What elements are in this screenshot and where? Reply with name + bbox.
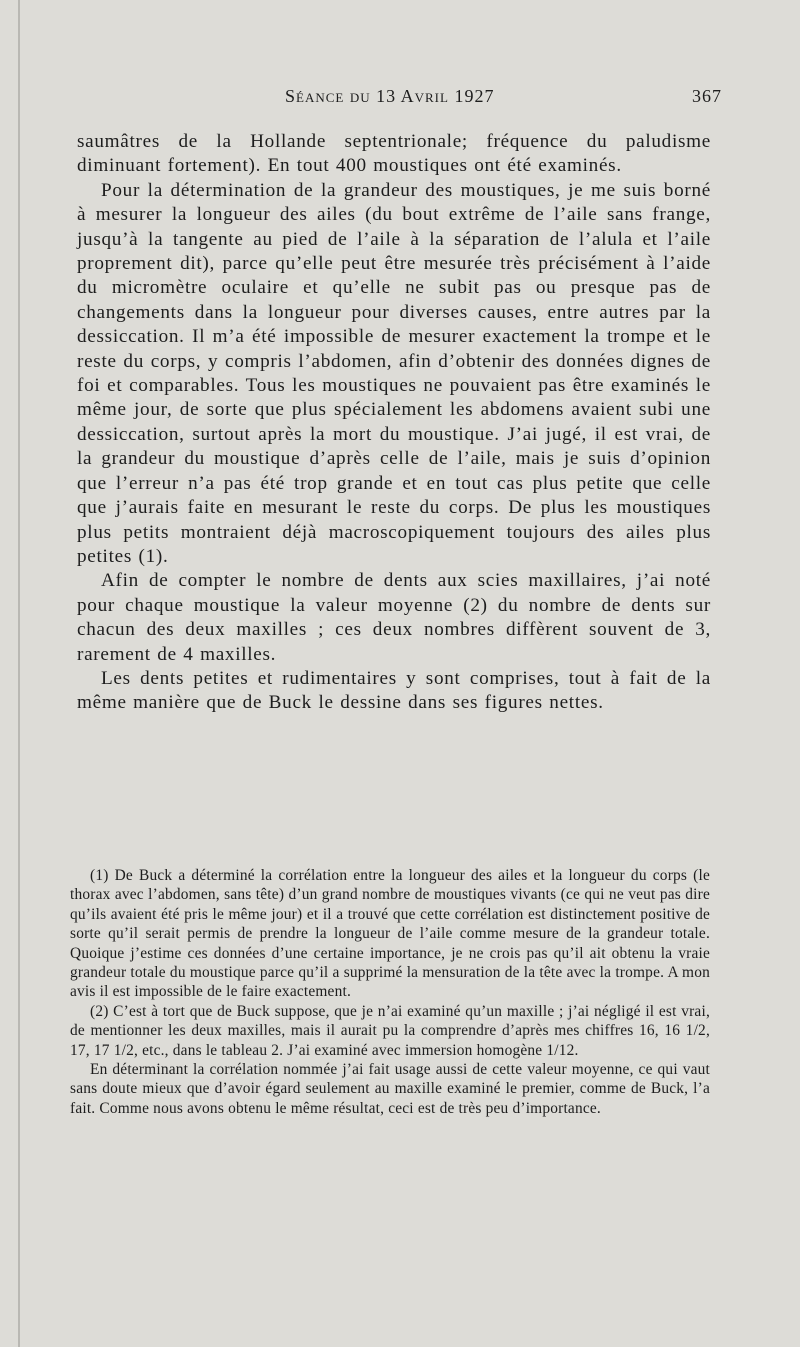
- paragraph: saumâtres de la Hollande septentrionale; fréquence du paludisme diminuant fortement). En tout 400 moustiques ont été examinés.: [77, 131, 711, 177]
- footnote: (1) De Buck a déterminé la corrélation entre la longueur des ailes et la longueur du corps (le thorax avec l’abdomen, sans tête) d’un grand nombre de moustiques vivants (ce qui ne veut pas dire qu’ils avaient été pris le même jour) et il a trouvé que cette corrélation est distinctement positive de sorte qu’il serait permis de prendre la longueur de l’aile comme mesure de la grandeur totale. Quoique j’estime ces données d’une certaine importance, je ne crois pas qu’il ait obtenu la vraie grandeur totale du moustique parce qu’il a supprimé la mensuration de la tête avec la trompe. A mon avis il est impossible de le faire exactement.: [70, 867, 710, 1001]
- paragraph: Les dents petites et rudimentaires y sont comprises, tout à fait de la même manière que de Buck le dessine dans ses figures nettes.: [77, 667, 711, 714]
- running-title: Séance du 13 Avril 1927: [285, 86, 495, 106]
- page-number: 367: [692, 86, 722, 106]
- paragraph: Afin de compter le nombre de dents aux scies maxillaires, j’ai noté pour chaque moustique la valeur moyenne (2) du nombre de dents sur chacun des deux maxilles ; ces deux nombres diffèrent souvent de 3, rarement de 4 maxilles.: [77, 570, 711, 665]
- page-gutter-line: [18, 0, 20, 1347]
- paragraph: Pour la détermination de la grandeur des moustiques, je me suis borné à mesurer la longueur des ailes (du bout extrême de l’aile sans frange, jusqu’à la tangente au pied de l’aile à la séparation de l’alula et l’aile proprement dit), parce qu’elle peut être mesurée très précisément à l’aide du micromètre oculaire et qu’elle ne subit pas ou presque pas de changements dans la longueur pour diverses causes, entre autres par la dessiccation. Il m’a été impossible de mesurer exactement la trompe et le reste du corps, y compris l’abdomen, afin d’obtenir des données dignes de foi et comparables. Tous les moustiques ne pouvaient pas être examinés le même jour, de sorte que plus spécialement les abdomens avaient subi une dessiccation, surtout après la mort du moustique. J’ai jugé, il est vrai, de la grandeur du moustique d’après celle de l’aile, mais je suis d’opinion que l’erreur n’a pas été trop grande et en tout cas plus petite que celle que j’aurais faite en mesurant le reste du corps. De plus les moustiques plus petits montraient déjà macroscopiquement toujours des ailes plus petites (1).: [77, 179, 711, 567]
- main-text: [77, 130, 711, 716]
- footnote: En déterminant la corrélation nommée j’ai fait usage aussi de cette valeur moyenne, ce qui vaut sans doute mieux que d’avoir égard seulement au maxille examiné le premier, comme de Buck, l’a fait. Comme nous avons obtenu le même résultat, ceci est de très peu d’importance.: [70, 1061, 710, 1117]
- running-header: [285, 86, 722, 116]
- footnote: (2) C’est à tort que de Buck suppose, que je n’ai examiné qu’un maxille ; j’ai négligé il est vrai, de mentionner les deux maxilles, mais il aurait pu la comprendre d’après mes chiffres 16, 16 1/2, 17, 17 1/2, etc., dans le tableau 2. J’ai examiné avec immersion homogène 1/12.: [70, 1002, 710, 1059]
- footnotes: [70, 866, 710, 1118]
